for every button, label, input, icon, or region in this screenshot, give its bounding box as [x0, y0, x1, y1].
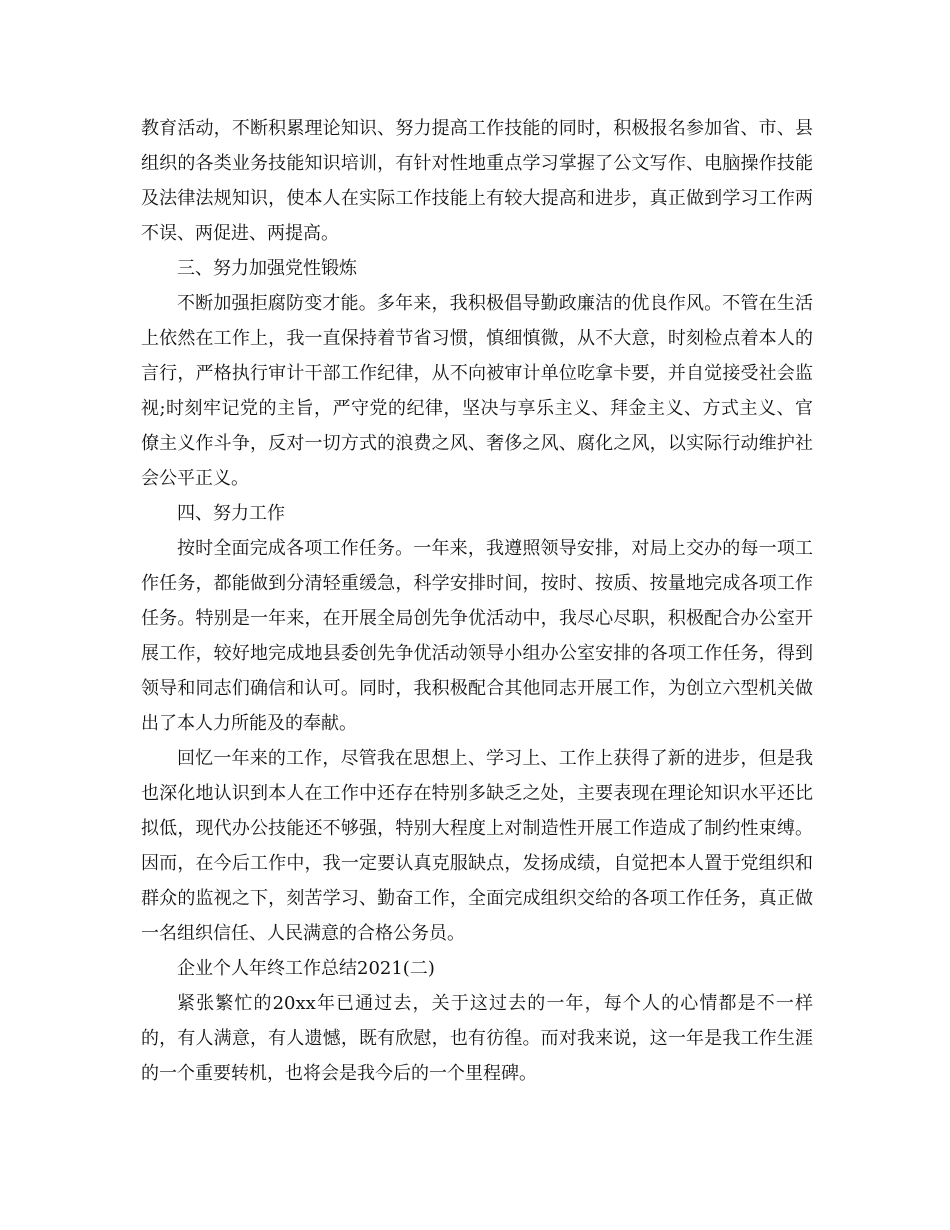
document-page	[141, 111, 813, 1091]
section-title-part-2: 企业个人年终工作总结2021(二)	[177, 958, 435, 979]
paragraph-continuation: 教育活动，不断积累理论知识、努力提高工作技能的同时，积极报名参加省、市、县组织的各类业务技能知识培训，有针对性地重点学习掌握了公文写作、电脑操作技能及法律法规知识，使本人在实际工作技能上有较大提高和进步，真正做到学习工作两不误、两促进、两提高。	[141, 118, 813, 244]
paragraph-reflection: 回忆一年来的工作，尽管我在思想上、学习上、工作上获得了新的进步，但是我也深化地认识到本人在工作中还存在特别多缺乏之处，主要表现在理论知识水平还比拟低，现代办公技能还不够强，特别大程度上对制造性开展工作造成了制约性束缚。因而，在今后工作中，我一定要认真克服缺点，发扬成绩，自觉把本人置于党组织和群众的监视之下，刻苦学习、勤奋工作，全面完成组织交给的各项工作任务，真正做一名组织信任、人民满意的合格公务员。	[141, 748, 813, 944]
section-heading-4: 四、努力工作	[177, 503, 285, 524]
paragraph-party-discipline: 不断加强拒腐防变才能。多年来，我积极倡导勤政廉洁的优良作风。不管在生活上依然在工作上，我一直保持着节省习惯，慎细慎微，从不大意，时刻检点着本人的言行，严格执行审计干部工作纪律，从不向被审计单位吃拿卡要，并自觉接受社会监视;时刻牢记党的主旨，严守党的纪律，坚决与享乐主义、拜金主义、方式主义、官僚主义作斗争，反对一切方式的浪费之风、奢侈之风、腐化之风，以实际行动维护社会公平正义。	[141, 293, 813, 489]
paragraph-intro-part-2: 紧张繁忙的20xx年已通过去，关于这过去的一年，每个人的心情都是不一样的，有人满意，有人遗憾，既有欣慰，也有彷徨。而对我来说，这一年是我工作生涯的一个重要转机，也将会是我今后的一个里程碑。	[141, 993, 813, 1084]
paragraph-work-tasks: 按时全面完成各项工作任务。一年来，我遵照领导安排，对局上交办的每一项工作任务，都能做到分清轻重缓急，科学安排时间，按时、按质、按量地完成各项工作任务。特别是一年来，在开展全局创先争优活动中，我尽心尽职，积极配合办公室开展工作，较好地完成地县委创先争优活动领导小组办公室安排的各项工作任务，得到领导和同志们确信和认可。同时，我积极配合其他同志开展工作，为创立六型机关做出了本人力所能及的奉献。	[141, 538, 813, 734]
section-heading-3: 三、努力加强党性锻炼	[177, 258, 357, 279]
